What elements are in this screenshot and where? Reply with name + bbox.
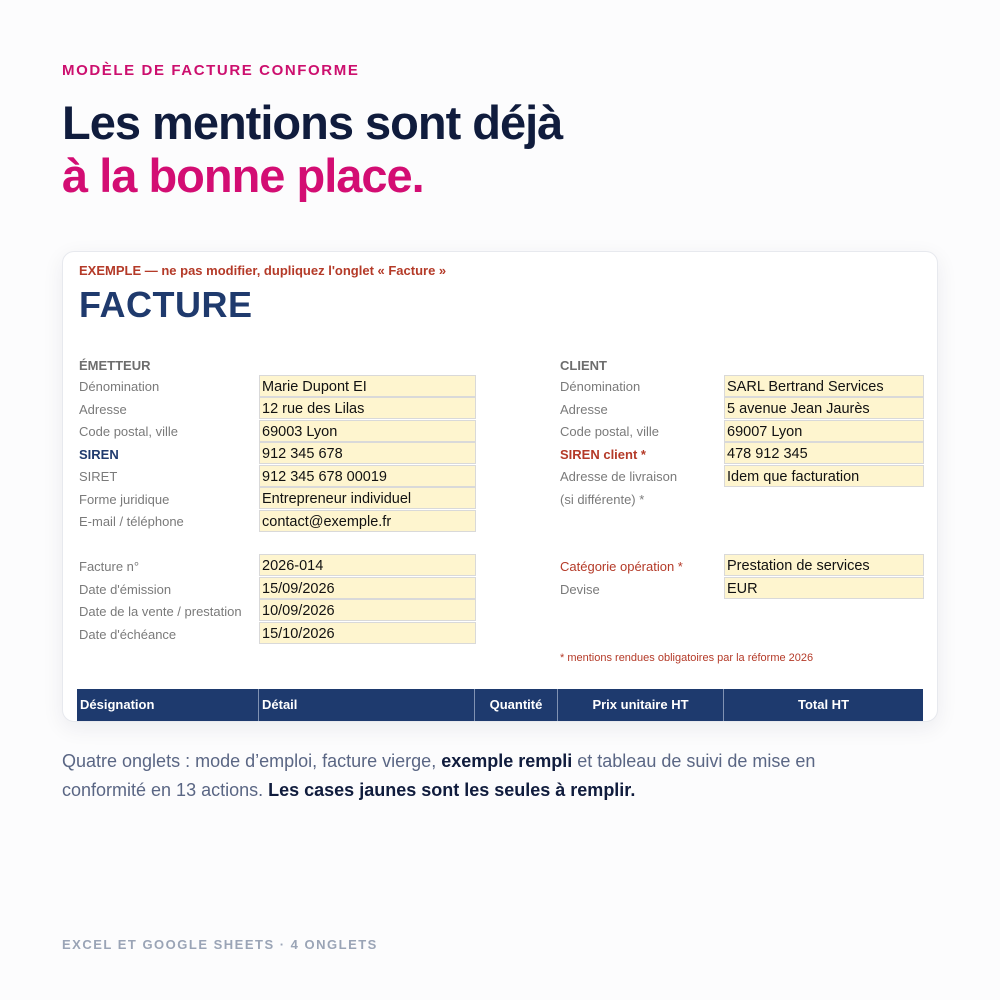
- client-address-cell[interactable]: 5 avenue Jean Jaurès: [724, 397, 924, 419]
- description: [62, 747, 862, 805]
- headline-line-2: à la bonne place.: [62, 149, 424, 202]
- client-city-cell[interactable]: 69007 Lyon: [724, 420, 924, 442]
- description-bold-2: Les cases jaunes sont les seules à remplir.: [268, 780, 636, 800]
- col-unit-price: Prix unitaire HT: [558, 689, 724, 721]
- client-label-name: Dénomination: [560, 379, 641, 394]
- emitter-siret-cell[interactable]: 912 345 678 00019: [259, 465, 476, 487]
- client-siren-cell[interactable]: 478 912 345: [724, 442, 924, 464]
- client-label-delivery-note: (si différente) *: [560, 492, 645, 507]
- client-name-cell[interactable]: SARL Bertrand Services: [724, 375, 924, 397]
- col-designation: Désignation: [77, 689, 259, 721]
- headline: [62, 96, 562, 202]
- operation-category-label: Catégorie opération *: [560, 559, 683, 574]
- client-label-address: Adresse: [560, 402, 608, 417]
- description-text-1: Quatre onglets : mode d’emploi, facture vierge,: [62, 751, 442, 771]
- issue-date-cell[interactable]: 15/09/2026: [259, 577, 476, 599]
- emitter-address-cell[interactable]: 12 rue des Lilas: [259, 397, 476, 419]
- footer-label: EXCEL ET GOOGLE SHEETS · 4 ONGLETS: [62, 937, 378, 952]
- description-text-2: et tableau de suivi de mise en conformité en 13 actions.: [62, 751, 816, 800]
- invoice-title: FACTURE: [79, 284, 253, 325]
- mandatory-footnote: * mentions rendues obligatoires par la réforme 2026: [560, 652, 814, 664]
- headline-line-1: Les mentions sont déjà: [62, 96, 563, 149]
- client-label-delivery: Adresse de livraison: [560, 469, 678, 484]
- col-total: Total HT: [797, 697, 850, 712]
- emitter-city-cell[interactable]: 69003 Lyon: [259, 420, 476, 442]
- client-delivery-cell[interactable]: Idem que facturation: [724, 465, 924, 487]
- emitter-label-contact: E-mail / téléphone: [79, 514, 184, 529]
- sale-date-cell[interactable]: 10/09/2026: [259, 599, 476, 621]
- example-warning: EXEMPLE — ne pas modifier, dupliquez l'onglet « Facture »: [79, 263, 447, 278]
- sale-date-label: Date de la vente / prestation: [79, 604, 242, 619]
- invoice-number-cell[interactable]: 2026-014: [259, 554, 476, 576]
- emitter-heading: ÉMETTEUR: [79, 358, 151, 373]
- emitter-label-city: Code postal, ville: [79, 424, 178, 439]
- emitter-label-address: Adresse: [79, 402, 127, 417]
- emitter-legal-form-cell[interactable]: Entrepreneur individuel: [259, 487, 476, 509]
- items-table-header: [77, 689, 923, 721]
- col-quantity: Quantité: [475, 689, 558, 721]
- client-label-siren: SIREN client *: [560, 447, 646, 462]
- emitter-siren-cell[interactable]: 912 345 678: [259, 442, 476, 464]
- emitter-name-cell[interactable]: Marie Dupont EI: [259, 375, 476, 397]
- emitter-contact-cell[interactable]: contact@exemple.fr: [259, 510, 476, 532]
- invoice-number-label: Facture n°: [79, 559, 140, 574]
- currency-cell[interactable]: EUR: [724, 577, 924, 599]
- spreadsheet-preview: [62, 251, 938, 722]
- col-detail: Détail: [259, 689, 475, 721]
- emitter-label-siret: SIRET: [79, 469, 118, 484]
- emitter-label-legal-form: Forme juridique: [79, 492, 170, 507]
- currency-label: Devise: [560, 582, 600, 597]
- issue-date-label: Date d'émission: [79, 582, 172, 597]
- client-label-city: Code postal, ville: [560, 424, 659, 439]
- emitter-label-name: Dénomination: [79, 379, 160, 394]
- emitter-label-siren: SIREN: [79, 447, 119, 462]
- client-heading: CLIENT: [560, 358, 607, 373]
- eyebrow-label: MODÈLE DE FACTURE CONFORME: [62, 62, 360, 79]
- description-bold-1: exemple rempli: [441, 751, 573, 771]
- due-date-cell[interactable]: 15/10/2026: [259, 622, 476, 644]
- operation-category-cell[interactable]: Prestation de services: [724, 554, 924, 576]
- due-date-label: Date d'échéance: [79, 627, 177, 642]
